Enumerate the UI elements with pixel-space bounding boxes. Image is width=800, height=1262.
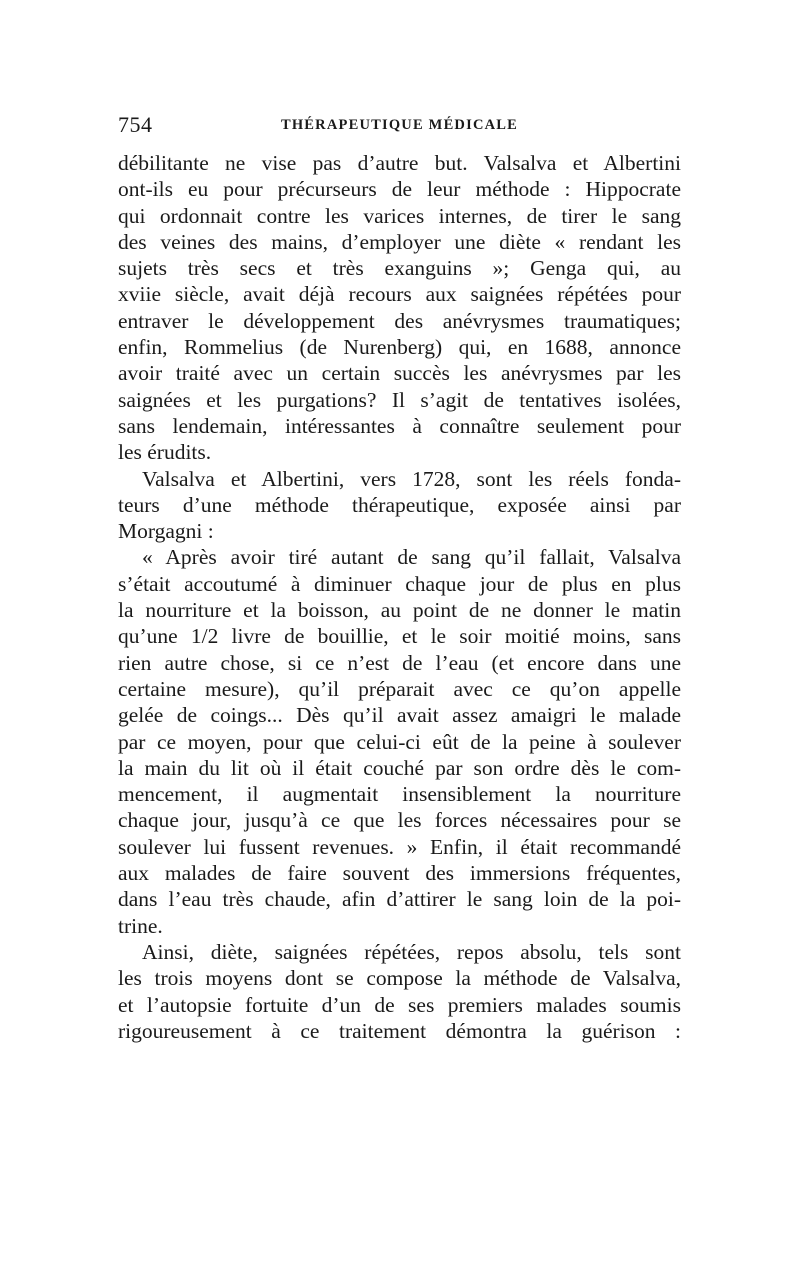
text-line: sujets très secs et très exanguins »; Genga qui, au	[118, 256, 681, 281]
text-line: mencement, il augmentait insensiblement la nourriture	[118, 782, 681, 807]
text-line: « Après avoir tiré autant de sang qu’il fallait, Valsalva	[142, 545, 681, 570]
text-line: par ce moyen, pour que celui-ci eût de la peine à soulever	[118, 729, 681, 754]
text-line: trine.	[118, 913, 163, 938]
text-line: avoir traité avec un certain succès les anévrysmes par les	[118, 361, 681, 386]
text-line: rien autre chose, si ce n’est de l’eau (et encore dans une	[118, 650, 681, 675]
text-line: qui ordonnait contre les varices internes, de tirer le sang	[118, 203, 681, 228]
text-line: ont-ils eu pour précurseurs de leur méthode : Hippocrate	[118, 177, 681, 202]
text-line: la main du lit où il était couché par son ordre dès le com-	[118, 755, 681, 780]
text-line: teurs d’une méthode thérapeutique, exposée ainsi par	[118, 492, 681, 517]
text-line: dans l’eau très chaude, afin d’attirer le sang loin de la poi-	[118, 887, 681, 912]
page-number: 754	[118, 112, 153, 137]
text-line: saignées et les purgations? Il s’agit de tentatives isolées,	[118, 387, 681, 412]
text-line: des veines des mains, d’employer une diète « rendant les	[118, 229, 681, 254]
text-line: les érudits.	[118, 440, 212, 465]
running-title: THÉRAPEUTIQUE MÉDICALE	[280, 117, 519, 133]
text-line: xviie siècle, avait déjà recours aux saignées répétées pour	[118, 282, 681, 307]
text-line: rigoureusement à ce traitement démontra la guérison :	[118, 1018, 681, 1043]
text-line: Valsalva et Albertini, vers 1728, sont les réels fonda-	[142, 466, 681, 491]
text-line: Morgagni :	[118, 519, 214, 544]
text-line: débilitante ne vise pas d’autre but. Valsalva et Albertini	[118, 151, 681, 175]
running-head	[118, 112, 681, 142]
text-line: soulever lui fussent revenues. » Enfin, il était recommandé	[118, 834, 681, 859]
text-line: certaine mesure), qu’il préparait avec ce qu’on appelle	[118, 676, 681, 701]
text-line: Ainsi, diète, saignées répétées, repos absolu, tels sont	[142, 939, 681, 964]
text-line: s’était accoutumé à diminuer chaque jour de plus en plus	[118, 571, 681, 596]
text-line: les trois moyens dont se compose la méthode de Valsalva,	[118, 966, 681, 991]
text-line: enfin, Rommelius (de Nurenberg) qui, en 1688, annonce	[118, 335, 681, 360]
text-line: la nourriture et la boisson, au point de ne donner le matin	[118, 598, 681, 623]
text-line: qu’une 1/2 livre de bouillie, et le soir moitié moins, sans	[118, 624, 681, 649]
text-line: gelée de coings... Dès qu’il avait assez amaigri le malade	[118, 703, 681, 728]
text-line: sans lendemain, intéressantes à connaître seulement pour	[118, 413, 681, 438]
text-line: et l’autopsie fortuite d’un de ses premiers malades soumis	[118, 992, 681, 1017]
text-line: aux malades de faire souvent des immersions fréquentes,	[118, 861, 681, 886]
text-line: entraver le développement des anévrysmes traumatiques;	[118, 308, 681, 333]
text-line: chaque jour, jusqu’à ce que les forces nécessaires pour se	[118, 808, 681, 833]
body-text	[118, 150, 681, 1044]
book-page	[118, 112, 681, 1044]
